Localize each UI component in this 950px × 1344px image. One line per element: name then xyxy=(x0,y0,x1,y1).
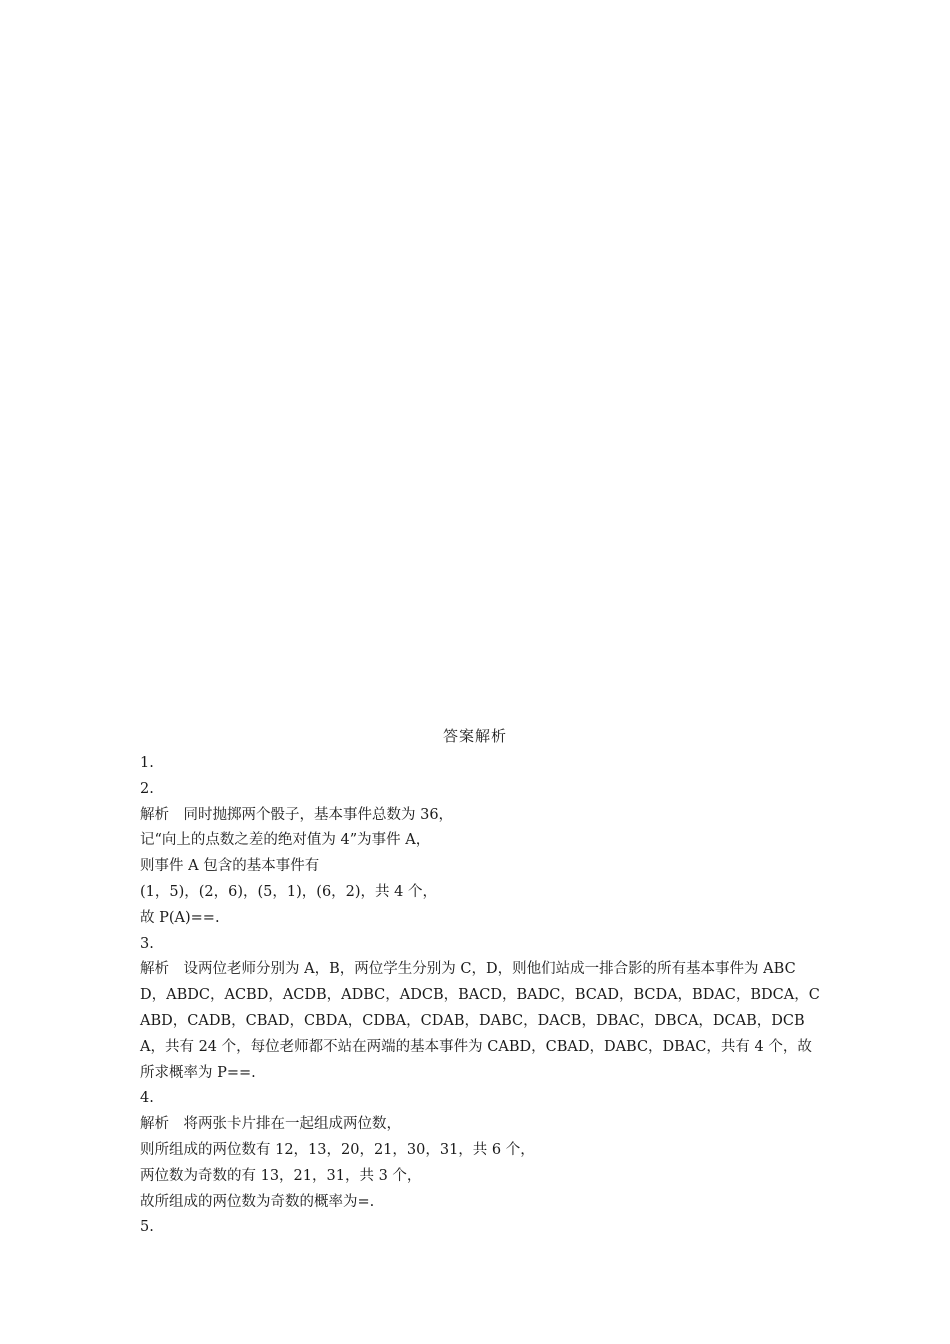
solution-line: 两位数为奇数的有 13，21，31，共 3 个， xyxy=(140,1167,422,1184)
solution-line: 故所组成的两位数为奇数的概率为=. xyxy=(140,1193,375,1210)
solution-line: (1，5)，(2，6)，(5，1)，(6，2)，共 4 个， xyxy=(140,883,438,900)
solution-line: 解析 同时抛掷两个骰子，基本事件总数为 36， xyxy=(140,806,454,823)
solution-line: 故 P(A)==. xyxy=(140,909,220,926)
answer-number: 2. xyxy=(140,780,154,797)
solution-line: 解析 将两张卡片排在一起组成两位数， xyxy=(140,1116,401,1133)
answer-number: 1. xyxy=(140,755,154,771)
solution-line: 记“向上的点数之差的绝对值为 4”为事件 A， xyxy=(140,832,431,849)
solution-line: 则事件 A 包含的基本事件有 xyxy=(140,858,320,875)
page-title: 答案解析 xyxy=(442,727,507,745)
solution-line: 则所组成的两位数有 12，13，20，21，30，31，共 6 个， xyxy=(140,1141,535,1158)
answer-number: 3. xyxy=(140,935,154,952)
answer-content xyxy=(140,751,820,1241)
answer-number: 5. xyxy=(140,1219,154,1236)
answer-number: 4. xyxy=(140,1090,154,1107)
solution-paragraph: 解析 设两位老师分别为 A，B，两位学生分别为 C，D，则他们站成一排合影的所有基本事件为 ABCD，ABDC，ACBD，ACDB，ADBC，ADCB，BACD，BADC，BCAD，BCDA，BDAC，BDCA，CABD，CADB，CBAD，CBDA，CDBA，CDAB，DABC，DACB，DBAC，DBCA，DCAB，DCBA，共有 24 个，每位老师都不站在两端的基本事件为 CABD，CBAD，DABC，DBAC，共有 4 个，故所求概率为 P==. xyxy=(140,961,820,1081)
